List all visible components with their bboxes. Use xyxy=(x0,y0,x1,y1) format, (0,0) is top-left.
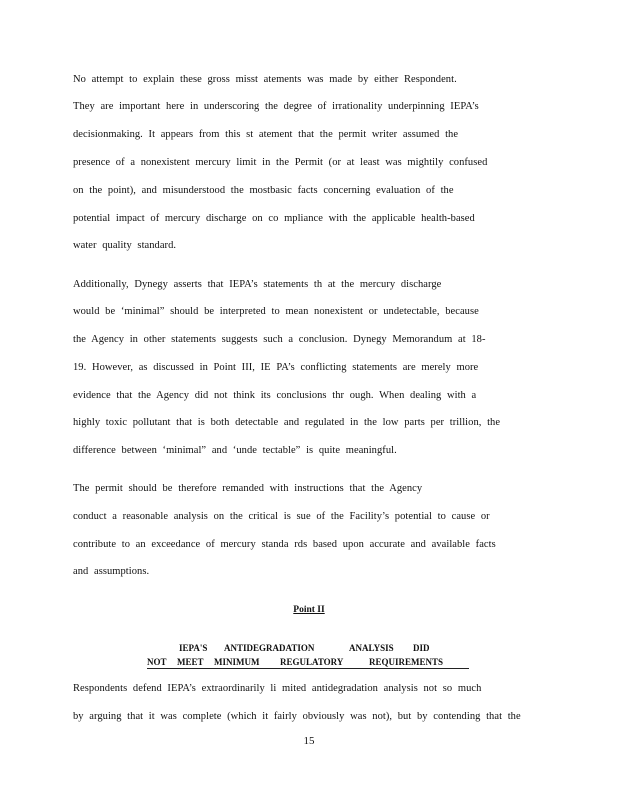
subheading-word: DID xyxy=(413,643,430,653)
paragraph-line: The permit should be therefore remanded with instructions that the Agency xyxy=(73,483,423,494)
paragraph-line: the Agency in other statements suggests such a conclusion. Dynegy Memorandum at 18- xyxy=(73,334,486,345)
point-heading-text: Point II xyxy=(293,605,325,615)
subheading-word: IEPA'S xyxy=(179,643,208,653)
subheading-word: NOT xyxy=(147,657,167,667)
paragraph-line: on the point), and misunderstood the mostbasic facts concerning evaluation of the xyxy=(73,185,454,196)
paragraph-line: presence of a nonexistent mercury limit in the Permit (or at least was mightily confused xyxy=(73,157,488,168)
paragraph-line: They are important here in underscoring the degree of irrationality underpinning IEPA’s xyxy=(73,101,479,112)
subheading-word: MEET xyxy=(177,657,204,667)
paragraph-line: by arguing that it was complete (which it fairly obviously was not), but by contending that the xyxy=(73,711,521,722)
paragraph-line: would be ‘minimal” should be interpreted to mean nonexistent or undetectable, because xyxy=(73,306,479,317)
paragraph-line: Respondents defend IEPA’s extraordinarily li mited antidegradation analysis not so much xyxy=(73,683,482,694)
paragraph-line: evidence that the Agency did not think its conclusions thr ough. When dealing with a xyxy=(73,390,477,401)
subheading-word: ANTIDEGRADATION xyxy=(224,643,315,653)
subheading-underline xyxy=(147,668,469,669)
paragraph-line: contribute to an exceedance of mercury standa rds based upon accurate and available facts xyxy=(73,539,496,550)
paragraph-line: decisionmaking. It appears from this st atement that the permit writer assumed the xyxy=(73,129,459,140)
paragraph-line: 19. However, as discussed in Point III, IE PA’s conflicting statements are merely more xyxy=(73,362,479,373)
paragraph-line: Additionally, Dynegy asserts that IEPA’s statements th at the mercury discharge xyxy=(73,279,442,290)
subheading-word: REQUIREMENTS xyxy=(369,657,444,667)
point-heading xyxy=(0,605,618,615)
subheading-word: ANALYSIS xyxy=(349,643,394,653)
page-number: 15 xyxy=(303,735,315,747)
paragraph-line: conduct a reasonable analysis on the critical is sue of the Facility’s potential to cause or xyxy=(73,511,490,522)
paragraph-line: potential impact of mercury discharge on co mpliance with the applicable health-based xyxy=(73,213,475,224)
paragraph-line: difference between ‘minimal” and ‘unde tectable” is quite meaningful. xyxy=(73,445,397,456)
subheading-word: MINIMUM xyxy=(214,657,260,667)
paragraph-line: water quality standard. xyxy=(73,240,177,251)
paragraph-line: and assumptions. xyxy=(73,566,150,577)
subheading-word: REGULATORY xyxy=(280,657,344,667)
paragraph-line: highly toxic pollutant that is both detectable and regulated in the low parts per trillion, the xyxy=(73,417,501,428)
paragraph-line: No attempt to explain these gross misst atements was made by either Respondent. xyxy=(73,74,457,85)
